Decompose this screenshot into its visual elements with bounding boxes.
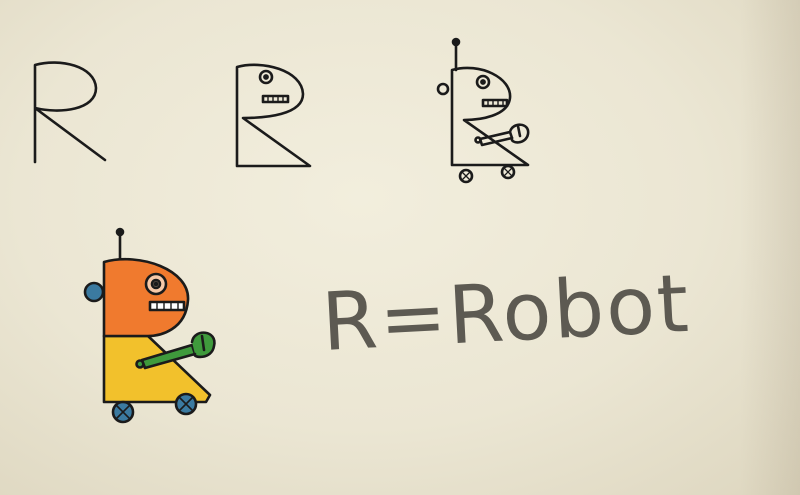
ear-icon	[85, 283, 103, 301]
stage-letter-r	[35, 63, 105, 162]
teeth-icon	[263, 96, 288, 102]
stage-robot-colored	[85, 229, 214, 422]
caption-r-equals-robot: R=Robot	[319, 256, 693, 369]
teeth-icon	[150, 302, 184, 310]
antenna-icon	[117, 229, 123, 235]
antenna-icon	[453, 39, 459, 45]
ear-icon	[438, 84, 448, 94]
stage-robot-outline	[438, 39, 528, 182]
stage-robot-head	[237, 65, 310, 166]
robot-head	[104, 259, 188, 336]
